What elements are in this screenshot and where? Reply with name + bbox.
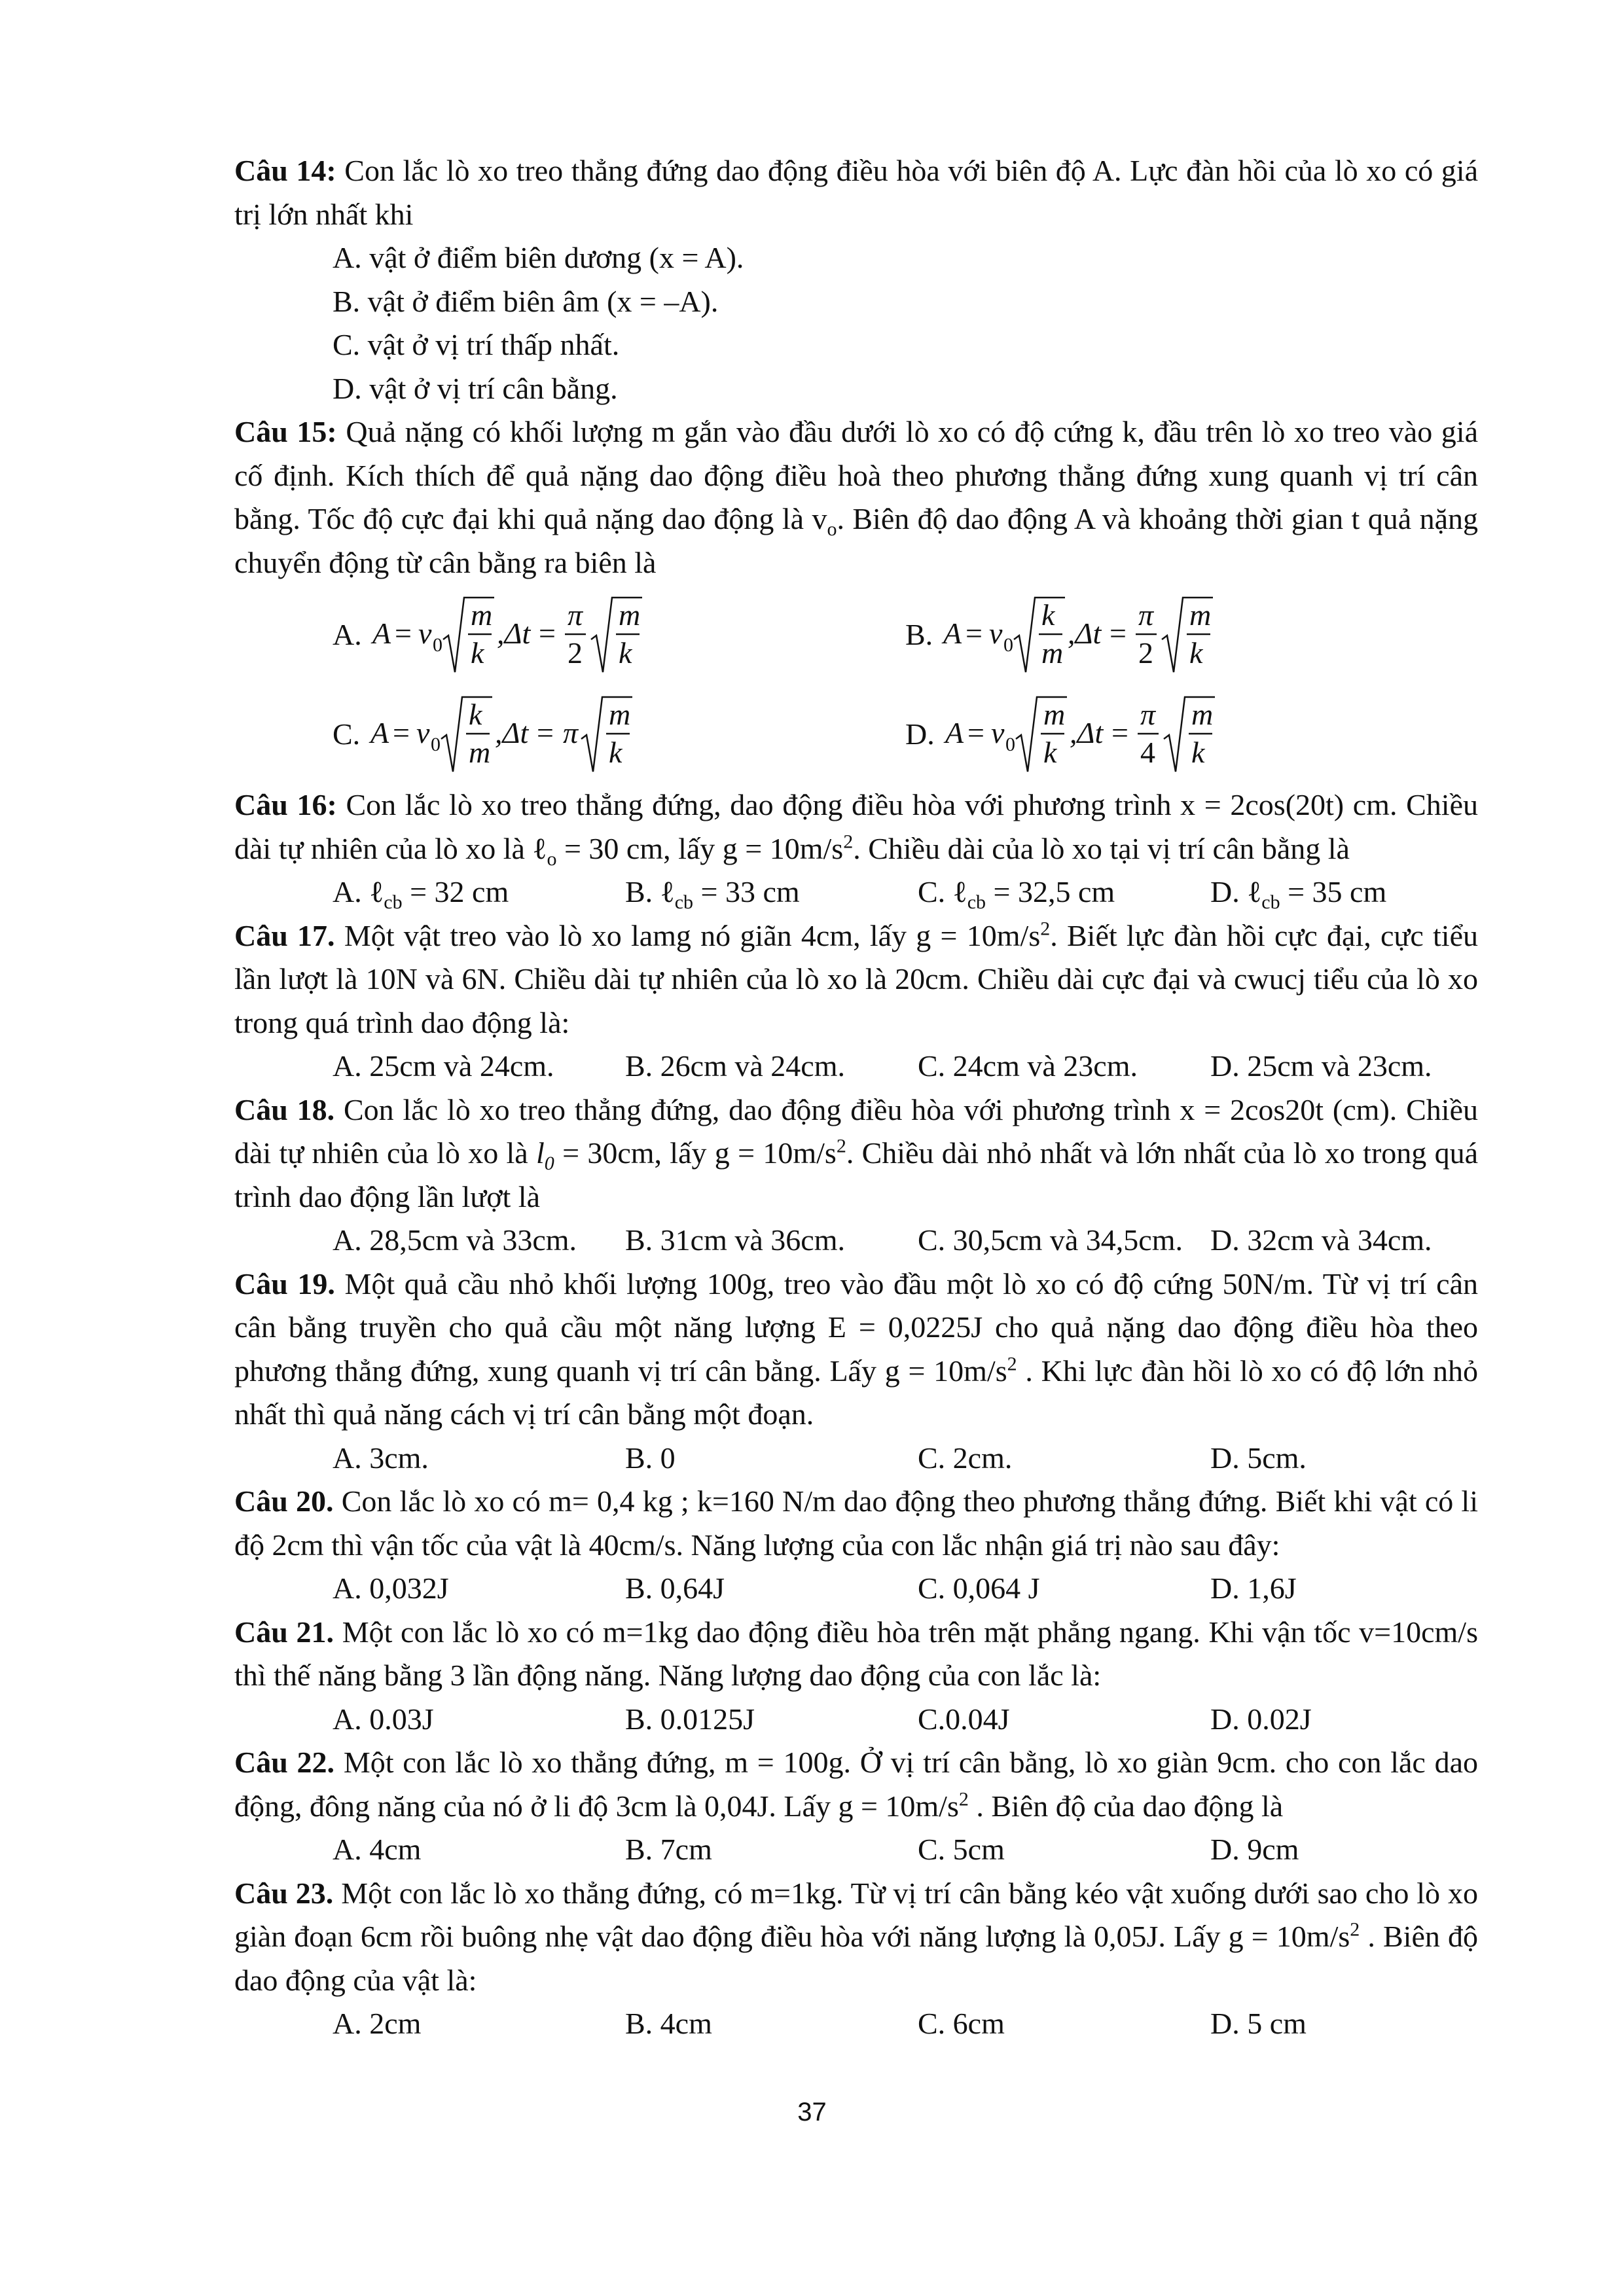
option-c: C. 5cm (918, 1833, 1005, 1866)
equals-sign-2: = (538, 617, 556, 650)
root-1-numerator: m (1043, 698, 1065, 731)
options-19 (234, 1437, 1478, 1480)
options-18 (234, 1219, 1478, 1263)
question-text: Một quả cầu nhỏ khối lượng 100g, treo vào đầu một lò xo có độ cứng 50N/m. Từ vị trí cân cân bằng truyền cho quả cầu một năng lượng E = 0,0225J cho quả nặng dao động điều hòa theo phương thẳng đứng, xung quanh vị trí cân bằng. Lấy g = 10m/s (234, 1266, 1478, 1388)
option-a: A. 0.03J (333, 1702, 434, 1736)
velocity-symbol: v (418, 617, 432, 650)
question-text-cont: . Biên độ dao động A và khoảng thời gian t quả nặng chuyển động từ cân bằng ra biên là (234, 502, 1478, 579)
question-label: Câu 20. (234, 1484, 334, 1518)
formula-row-ab (234, 584, 1478, 684)
options-20 (234, 1567, 1478, 1611)
question-text: Một con lắc lò xo thẳng đứng, có m=1kg. Từ vị trí cân bằng kéo vật xuống dưới sao cho lò xo giàn đoạn 6cm rồi buông nhẹ vật dao động điều hòa với năng lượng là 0,05J. Lấy g = 10m/s (234, 1876, 1478, 1953)
formula-option-c (333, 688, 905, 780)
root-2-numerator: m (1191, 698, 1213, 731)
equals-sign: = (967, 716, 984, 749)
velocity-symbol: v (416, 716, 430, 749)
formula-svg (945, 688, 1286, 780)
question-label: Câu 17. (234, 918, 335, 952)
option-b: B. 0.0125J (625, 1702, 755, 1736)
option-d: D. 32cm và 34cm. (1210, 1223, 1432, 1257)
option-b: B. 4cm (625, 2007, 712, 2040)
question-text: Con lắc lò xo có m= 0,4 kg ; k=160 N/m dao động theo phương thẳng đứng. Biết khi vật có li độ 2cm thì vận tốc của vật là 40cm/s. Năng lượng của con lắc nhận giá trị nào sau đây: (234, 1484, 1478, 1562)
question-text: Con lắc lò xo treo thẳng đứng dao động điều hòa với biên độ A. Lực đàn hồi của lò xo có giá trị lớn nhất khi (234, 154, 1479, 231)
question-text-cont: . Biên độ dao động của vật là: (234, 1920, 1478, 1997)
velocity-subscript: 0 (432, 634, 442, 656)
option-a: A. 3cm. (333, 1441, 429, 1475)
question-label: Câu 21. (234, 1615, 334, 1649)
option-c: C. vật ở vị trí thấp nhất. (333, 328, 620, 361)
option-label: C. (333, 717, 361, 751)
option-a: A. 28,5cm và 33cm. (333, 1223, 577, 1257)
delta-t-symbol: ,Δt (496, 617, 531, 650)
superscript: 2 (1350, 1918, 1360, 1941)
delta-t-symbol: ,Δt (495, 716, 529, 749)
question-text: Một con lắc lò xo có m=1kg dao động điều hòa trên mặt phẳng ngang. Khi vận tốc v=10cm/s thì thế năng bằng 3 lần động năng. Năng lượng dao động của con lắc là: (234, 1615, 1478, 1692)
page-number: 37 (797, 2098, 827, 2126)
option-label: A. (333, 617, 362, 651)
root-1-denominator: m (469, 736, 491, 769)
option-b: B. 7cm (625, 1833, 712, 1866)
root-1-denominator: m (1041, 636, 1064, 670)
option-b: B. ℓ$_{cb}$ = 33 cm (625, 875, 800, 914)
options-21 (234, 1698, 1478, 1742)
coef-denominator: 4 (1140, 736, 1155, 769)
question-15 (234, 410, 1478, 584)
option-d: D. 5 cm (1210, 2007, 1307, 2040)
delta-t-symbol: ,Δt (1068, 617, 1102, 650)
superscript: 2 (843, 831, 854, 853)
root-2-denominator: k (1191, 736, 1205, 769)
formula-svg (943, 588, 1284, 680)
root-2-numerator: m (1189, 598, 1212, 632)
pi-symbol: π (563, 716, 579, 749)
question-17 (234, 914, 1478, 1045)
question-text: Con lắc lò xo treo thẳng đứng, dao động điều hòa với phương trình x = 2cos20t (cm). Chiều dài tự nhiên của lò xo là (234, 1092, 1478, 1170)
root-2-numerator: m (618, 598, 640, 632)
root-2-denominator: k (1189, 636, 1203, 670)
question-text: Một con lắc lò xo thẳng đứng, m = 100g. Ở vị trí cân bằng, lò xo giàn 9cm. cho con lắc dao động, đông năng của nó ở li độ 3cm là 0,04J. Lấy g = 10m/s (234, 1746, 1478, 1823)
question-text-cont: = 30 cm, lấy g = 10m/s (556, 831, 844, 865)
formula-option-b (905, 588, 1478, 680)
question-20 (234, 1480, 1478, 1567)
option-d: D. 9cm (1210, 1833, 1299, 1866)
root-1-denominator: k (1043, 736, 1057, 769)
option-b: B. 0 (625, 1441, 676, 1475)
formula-option-d (905, 688, 1478, 780)
question-text-cont: . Biên độ của dao động là (968, 1789, 1284, 1823)
root-2-denominator: k (609, 736, 623, 769)
superscript: 2 (1040, 918, 1051, 940)
option-c: C. ℓ$_{cb}$ = 32,5 cm (918, 875, 1115, 914)
amplitude-symbol: A (943, 617, 962, 650)
question-19 (234, 1263, 1478, 1437)
question-18 (234, 1088, 1478, 1219)
question-text: Một vật treo vào lò xo lamg nó giãn 4cm, lấy g = 10m/s (334, 918, 1041, 952)
option-c: C. 0,064 J (918, 1571, 1040, 1605)
superscript: 2 (958, 1788, 969, 1810)
option-d: D. 1,6J (1210, 1571, 1297, 1605)
option-c: C.0.04J (918, 1702, 1010, 1736)
question-label: Câu 16: (234, 788, 337, 821)
equals-sign-2: = (537, 716, 554, 749)
root-1-numerator: m (470, 598, 492, 632)
formula-svg (370, 688, 711, 780)
question-text-cont: = 30cm, lấy g = 10m/s (554, 1136, 837, 1170)
question-text-cont: . Khi lực đàn hồi lò xo có độ lớn nhỏ nhất thì quả năng cách vị trí cân bằng một đoạn. (234, 1354, 1478, 1431)
question-21 (234, 1611, 1478, 1698)
equals-sign-2: = (1111, 716, 1128, 749)
pi-numerator: π (567, 598, 583, 632)
pi-numerator: π (1138, 598, 1154, 632)
coef-denominator: 2 (567, 636, 583, 670)
equals-sign: = (394, 617, 412, 650)
superscript: 2 (836, 1135, 846, 1157)
option-a: A. 25cm và 24cm. (333, 1049, 554, 1083)
option-b: B. 31cm và 36cm. (625, 1223, 845, 1257)
option-d: D. 0.02J (1210, 1702, 1312, 1736)
subscript: o (547, 848, 557, 870)
italic-symbol: l (536, 1136, 545, 1170)
option-c: C. 6cm (918, 2007, 1005, 2040)
root-1-numerator: k (469, 698, 482, 731)
question-23 (234, 1872, 1478, 2003)
option-b: B. 0,64J (625, 1571, 725, 1605)
option-d: D. ℓ$_{cb}$ = 35 cm (1210, 875, 1387, 914)
velocity-subscript: 0 (1005, 734, 1015, 755)
question-text-cont: . Chiều dài của lò xo tại vị trí cân bằng là (853, 831, 1350, 865)
amplitude-symbol: A (945, 716, 964, 749)
formula-row-cd (234, 684, 1478, 783)
option-label: D. (905, 717, 935, 751)
options-16 (234, 870, 1478, 914)
coef-denominator: 2 (1138, 636, 1154, 670)
formula-option-a (333, 588, 905, 680)
option-d: D. vật ở vị trí cân bằng. (333, 371, 618, 405)
amplitude-symbol: A (370, 716, 389, 749)
velocity-subscript: 0 (431, 734, 441, 755)
equals-sign-2: = (1110, 617, 1127, 650)
root-1-denominator: k (470, 636, 484, 670)
option-c: C. 24cm và 23cm. (918, 1049, 1138, 1083)
question-label: Câu 19. (234, 1266, 335, 1300)
root-1-numerator: k (1041, 598, 1055, 632)
subscript: o (827, 518, 837, 541)
question-text: Con lắc lò xo treo thẳng đứng, dao động điều hòa với phương trình x = 2cos(20t) cm. Chiều dài tự nhiên của lò xo là ℓ (234, 788, 1478, 865)
equals-sign: = (393, 716, 410, 749)
question-22 (234, 1741, 1478, 1828)
option-label: B. (905, 617, 933, 651)
root-2-numerator: m (609, 698, 631, 731)
option-b: B. 26cm và 24cm. (625, 1049, 845, 1083)
question-label: Câu 22. (234, 1746, 335, 1779)
option-c: C. 2cm. (918, 1441, 1013, 1475)
velocity-symbol: v (989, 617, 1003, 650)
question-16 (234, 783, 1478, 870)
question-label: Câu 15: (234, 415, 337, 448)
question-14 (234, 149, 1478, 236)
options-22 (234, 1828, 1478, 1872)
options-14 (234, 236, 1478, 410)
option-d: D. 25cm và 23cm. (1210, 1049, 1432, 1083)
option-a: A. 2cm (333, 2007, 422, 2040)
question-label: Câu 23. (234, 1876, 334, 1910)
question-text: Quả nặng có khối lượng m gắn vào đầu dưới lò xo có độ cứng k, đầu trên lò xo treo vào giá cố định. Kích thích để quả nặng dao động điều hoà theo phương thẳng đứng xung quanh vị trí cân bằng. Tốc độ cực đại khi quả nặng dao động là v (234, 415, 1478, 535)
velocity-subscript: 0 (1003, 634, 1014, 656)
equals-sign: = (965, 617, 983, 650)
option-b: B. vật ở điểm biên âm (x = –A). (333, 284, 719, 318)
delta-t-symbol: ,Δt (1069, 716, 1104, 749)
question-label: Câu 18. (234, 1092, 335, 1126)
option-a: A. vật ở điểm biên dương (x = A). (333, 241, 744, 274)
root-2-denominator: k (618, 636, 632, 670)
pi-numerator: π (1140, 698, 1155, 731)
formula-svg (372, 588, 713, 680)
question-label: Câu 14: (234, 154, 336, 187)
option-a: A. ℓ$_{cb}$ = 32 cm (333, 875, 509, 914)
options-17 (234, 1045, 1478, 1088)
superscript: 2 (1007, 1353, 1017, 1375)
question-text-cont: . Biết lực đàn hồi cực đại, cực tiểu lần lượt là 10N và 6N. Chiều dài tự nhiên của lò xo là 20cm. Chiều dài cực đại và cwucj tiểu của lò xo trong quá trình dao động là: (234, 918, 1478, 1039)
option-a: A. 4cm (333, 1833, 422, 1866)
amplitude-symbol: A (372, 617, 391, 650)
subscript: 0 (544, 1153, 554, 1175)
velocity-symbol: v (990, 716, 1005, 749)
option-d: D. 5cm. (1210, 1441, 1307, 1475)
page-content (234, 149, 1478, 2046)
option-a: A. 0,032J (333, 1571, 449, 1605)
question-text-cont: . Chiều dài nhỏ nhất và lớn nhất của lò xo trong quá trình dao động lần lượt là (234, 1136, 1478, 1213)
option-c: C. 30,5cm và 34,5cm. (918, 1223, 1183, 1257)
options-23 (234, 2002, 1478, 2046)
